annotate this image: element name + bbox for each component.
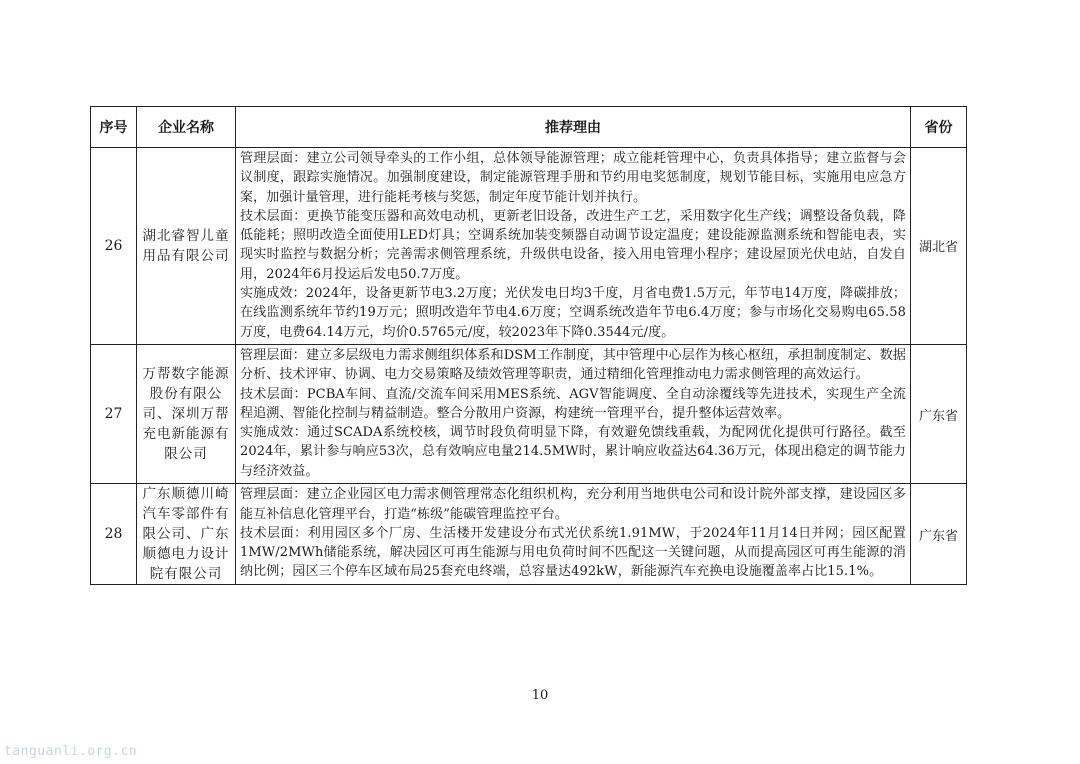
company-name-line: 顺德电力设计 [142,546,230,563]
table-header-row [91,107,967,148]
table-row [91,484,967,585]
reason-technology: 技术层面：PCBA车间、直流/交流车间采用MES系统、AGV智能调度、全自动涂覆线等先进技术，实现生产全流程追溯、智能化控制与精益制造。整合分散用户资源，构建统一管理平台，提升整体运营效率。 [240,386,906,421]
company-name-line: 汽车零部件有 [142,506,230,523]
company-name-line: 院有限公司 [149,566,223,583]
header-reason: 推荐理由 [236,107,911,148]
row-number: 28 [91,484,137,585]
reason-technology: 技术层面：利用园区多个厂房、生活楼开发建设分布式光伏系统1.91MW，于2024年11月14日并网；园区配置1MW/2MWh储能系统，解决园区可再生能源与用电负荷时间不匹配这一关键问题，从而提高园区可再生能源的消纳比例；园区三个停车区域布局25套充电终端，总容量达492kW，新能源汽车充换电设施覆盖率占比15.1%。 [240,525,906,580]
reason-results: 实施成效：2024年，设备更新节电3.2万度；光伏发电日均3千度，月省电费1.5万元，年节电14万度，降碳排放；在线监测系统年节约19万元；照明改造年节电4.6万度；空调系统改造年节电6.4万度；参与市场化交易购电65.58万度，电费64.14万元，均价0.5765元/度，较2023年下降0.3544元/度。 [240,286,906,340]
table-row [91,148,967,345]
company-name [137,484,236,585]
watermark-text: tanguanli.org.cn [4,744,138,759]
province: 广东省 [911,484,967,585]
recommendation-table [90,106,967,585]
company-name-line: 限公司、广东 [142,526,230,543]
province: 湖北省 [911,148,967,345]
company-name-line: 湖北睿智儿童 [142,227,230,244]
reason-technology: 技术层面：更换节能变压器和高效电动机，更新老旧设备，改进生产工艺，采用数字化生产线；调整设备负载，降低能耗；照明改造全面使用LED灯具；空调系统加装变频器自动调节设定温度；建设能源监测系统和智能电表，实现实时监控与数据分析；完善需求侧管理系统，升级供电设备，接入用电管理小程序；建设屋顶光伏电站，自发自用，2024年6月投运后发电50.7万度。 [240,208,906,282]
row-number: 26 [91,148,137,345]
header-no: 序号 [91,107,137,148]
company-name [137,148,236,345]
company-name-line: 用品有限公司 [142,247,230,264]
reason-management: 管理层面：建立企业园区电力需求侧管理常态化组织机构，充分利用当地供电公司和设计院外部支撑，建设园区多能互补信息化管理平台，打造“栋级”能碳管理监控平台。 [240,487,906,522]
company-name-line: 限公司 [164,446,208,462]
row-number: 27 [91,344,137,483]
company-name-line: 司、深圳万帮 [142,406,230,422]
header-province: 省份 [911,107,967,148]
reason-management: 管理层面：建立公司领导牵头的工作小组，总体领导能源管理；成立能耗管理中心，负责具体指导；建立监督与会议制度，跟踪实施情况。加强制度建设，制定能源管理手册和节约用电奖惩制度，规划节能目标，实施用电应急方案，加强计量管理，进行能耗考核与奖惩，制定年度节能计划并执行。 [240,151,906,205]
province: 广东省 [911,344,967,483]
reason-management: 管理层面：建立多层级电力需求侧组织体系和DSM工作制度，其中管理中心层作为核心枢纽，承担制度制定、数据分析、技术评审、协调、电力交易策略及绩效管理等职责，通过精细化管理推动电力需求侧管理的高效运行。 [240,347,906,383]
company-name-line: 充电新能源有 [142,426,230,442]
company-name-line: 广东顺德川崎 [142,486,230,503]
table-row [91,344,967,483]
recommendation-reason [236,484,911,585]
recommendation-reason [236,344,911,483]
company-name-line: 股份有限公 [149,386,223,402]
company-name [137,344,236,483]
recommendation-reason [236,148,911,345]
header-company-name: 企业名称 [137,107,236,148]
reason-results: 实施成效：通过SCADA系统校核，调节时段负荷明显下降，有效避免馈线重载，为配网优化提供可行路径。截至2024年，累计参与响应53次，总有效响应电量214.5MW时，累计响应收益达64.36万元，体现出稳定的调节能力与经济效益。 [240,425,906,479]
company-name-line: 万帮数字能源 [142,366,230,382]
page-number: 10 [531,688,549,703]
